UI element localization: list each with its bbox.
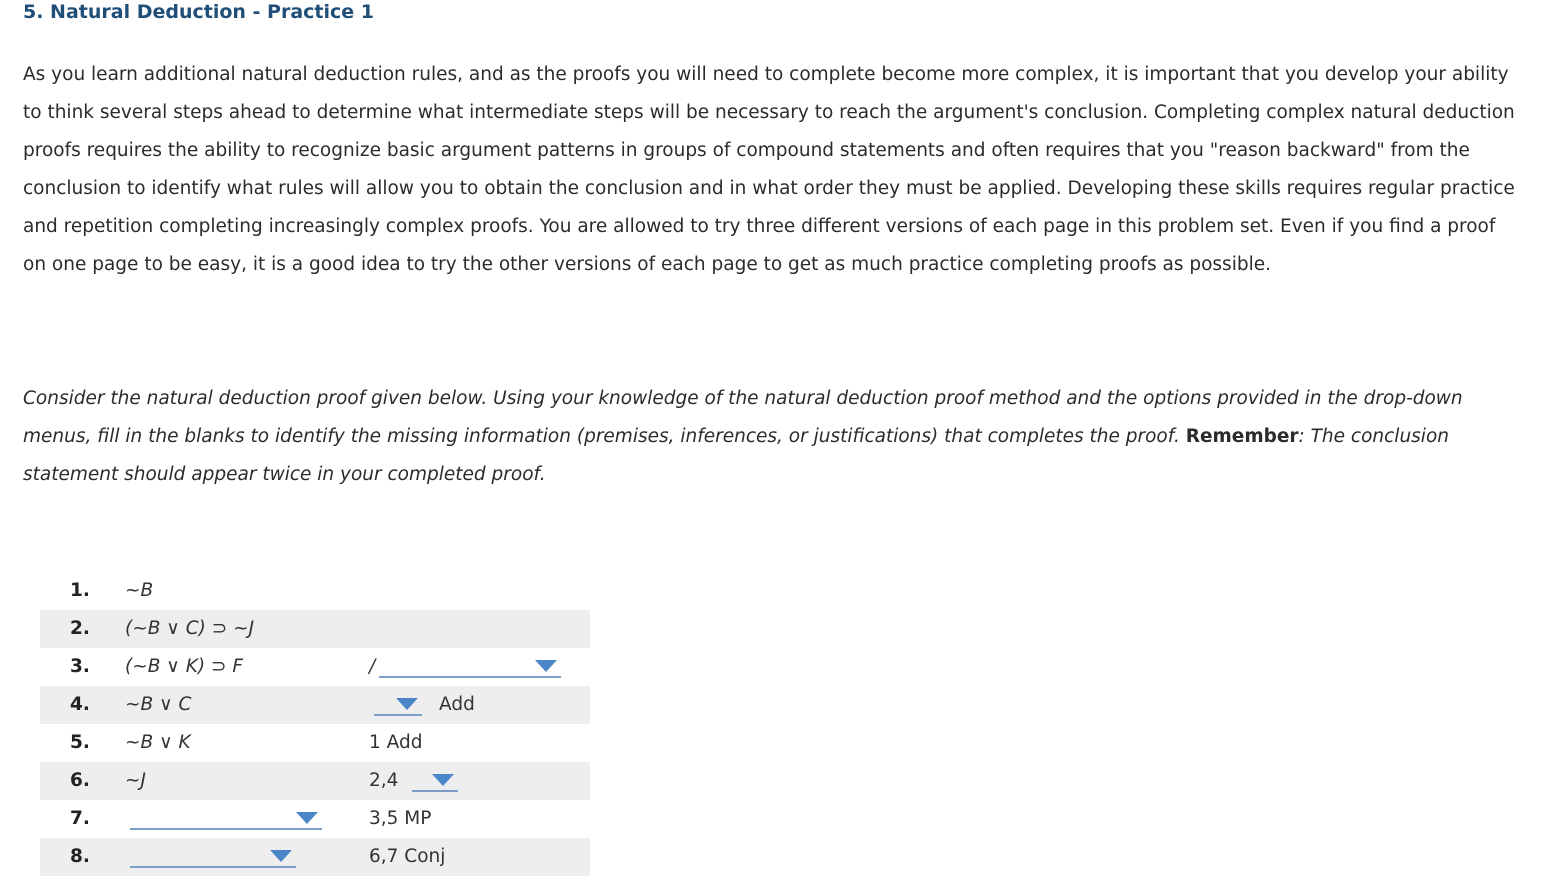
proof-row-2 — [40, 610, 590, 648]
statement: (~B ∨ K) ⊃ F — [125, 656, 243, 677]
line-number: 2. — [70, 618, 90, 639]
line4-line-ref-dropdown[interactable] — [374, 692, 422, 716]
statement: ~B ∨ C — [125, 694, 192, 715]
page-title: 5. Natural Deduction - Practice 1 — [23, 1, 374, 23]
line-number: 7. — [70, 808, 90, 829]
statement: ~J — [125, 770, 146, 791]
instructions-paragraph — [23, 380, 1523, 494]
line-number: 4. — [70, 694, 90, 715]
proof-table — [40, 572, 590, 876]
justification: 1 Add — [369, 732, 423, 753]
justification: 6,7 Conj — [369, 846, 446, 867]
intro-paragraph: As you learn additional natural deduction rules, and as the proofs you will need to complete become more complex, it is important that you develop your ability to think several steps ahead to determine what intermediate steps will be necessary to reach the argument's conclusion. Completing complex natural deduction proofs requires the ability to recognize basic argument patterns in groups of compound statements and often requires that you "reason backward" from the conclusion to identify what rules will allow you to obtain the conclusion and in what order they must be applied. Developing these skills requires regular practice and repetition completing increasingly complex proofs. You are allowed to try three different versions of each page in this problem set. Even if you find a proof on one page to be easy, it is a good idea to try the other versions of each page to get as much practice completing proofs as possible. — [23, 64, 1515, 275]
proof-row-3 — [40, 648, 590, 686]
dropdown-arrow-icon — [296, 812, 318, 824]
line-number: 5. — [70, 732, 90, 753]
line8-statement-dropdown[interactable] — [130, 844, 296, 868]
proof-row-7 — [40, 800, 590, 838]
justification: 3,5 MP — [369, 808, 432, 829]
proof-row-4 — [40, 686, 590, 724]
conclusion-slash: / — [369, 656, 376, 677]
proof-row-6 — [40, 762, 590, 800]
line-number: 1. — [70, 580, 90, 601]
instructions-remember: Remember — [1185, 426, 1299, 447]
line6-rule-dropdown[interactable] — [412, 768, 458, 792]
line-number: 3. — [70, 656, 90, 677]
conclusion-dropdown[interactable] — [379, 654, 561, 678]
proof-row-1 — [40, 572, 590, 610]
proof-row-5 — [40, 724, 590, 762]
line7-statement-dropdown[interactable] — [130, 806, 322, 830]
proof-row-8 — [40, 838, 590, 876]
statement: ~B — [125, 580, 154, 601]
justification: 2,4 — [369, 770, 399, 791]
statement: ~B ∨ K — [125, 732, 191, 753]
instructions-tail: : The conclusion statement should appear twice in your completed proof. — [23, 426, 1449, 485]
dropdown-arrow-icon — [270, 850, 292, 862]
dropdown-arrow-icon — [396, 698, 418, 710]
statement: (~B ∨ C) ⊃ ~J — [125, 618, 255, 639]
line-number: 6. — [70, 770, 90, 791]
justification: Add — [439, 694, 475, 715]
line-number: 8. — [70, 846, 90, 867]
dropdown-arrow-icon — [432, 774, 454, 786]
dropdown-arrow-icon — [535, 660, 557, 672]
instructions-lead: Consider the natural deduction proof given below. Using your knowledge of the natural deduction proof method and the options provided in the drop-down menus, fill in the blanks to identify the missing information (premises, inferences, or justifications) that completes the proof. — [23, 388, 1463, 447]
